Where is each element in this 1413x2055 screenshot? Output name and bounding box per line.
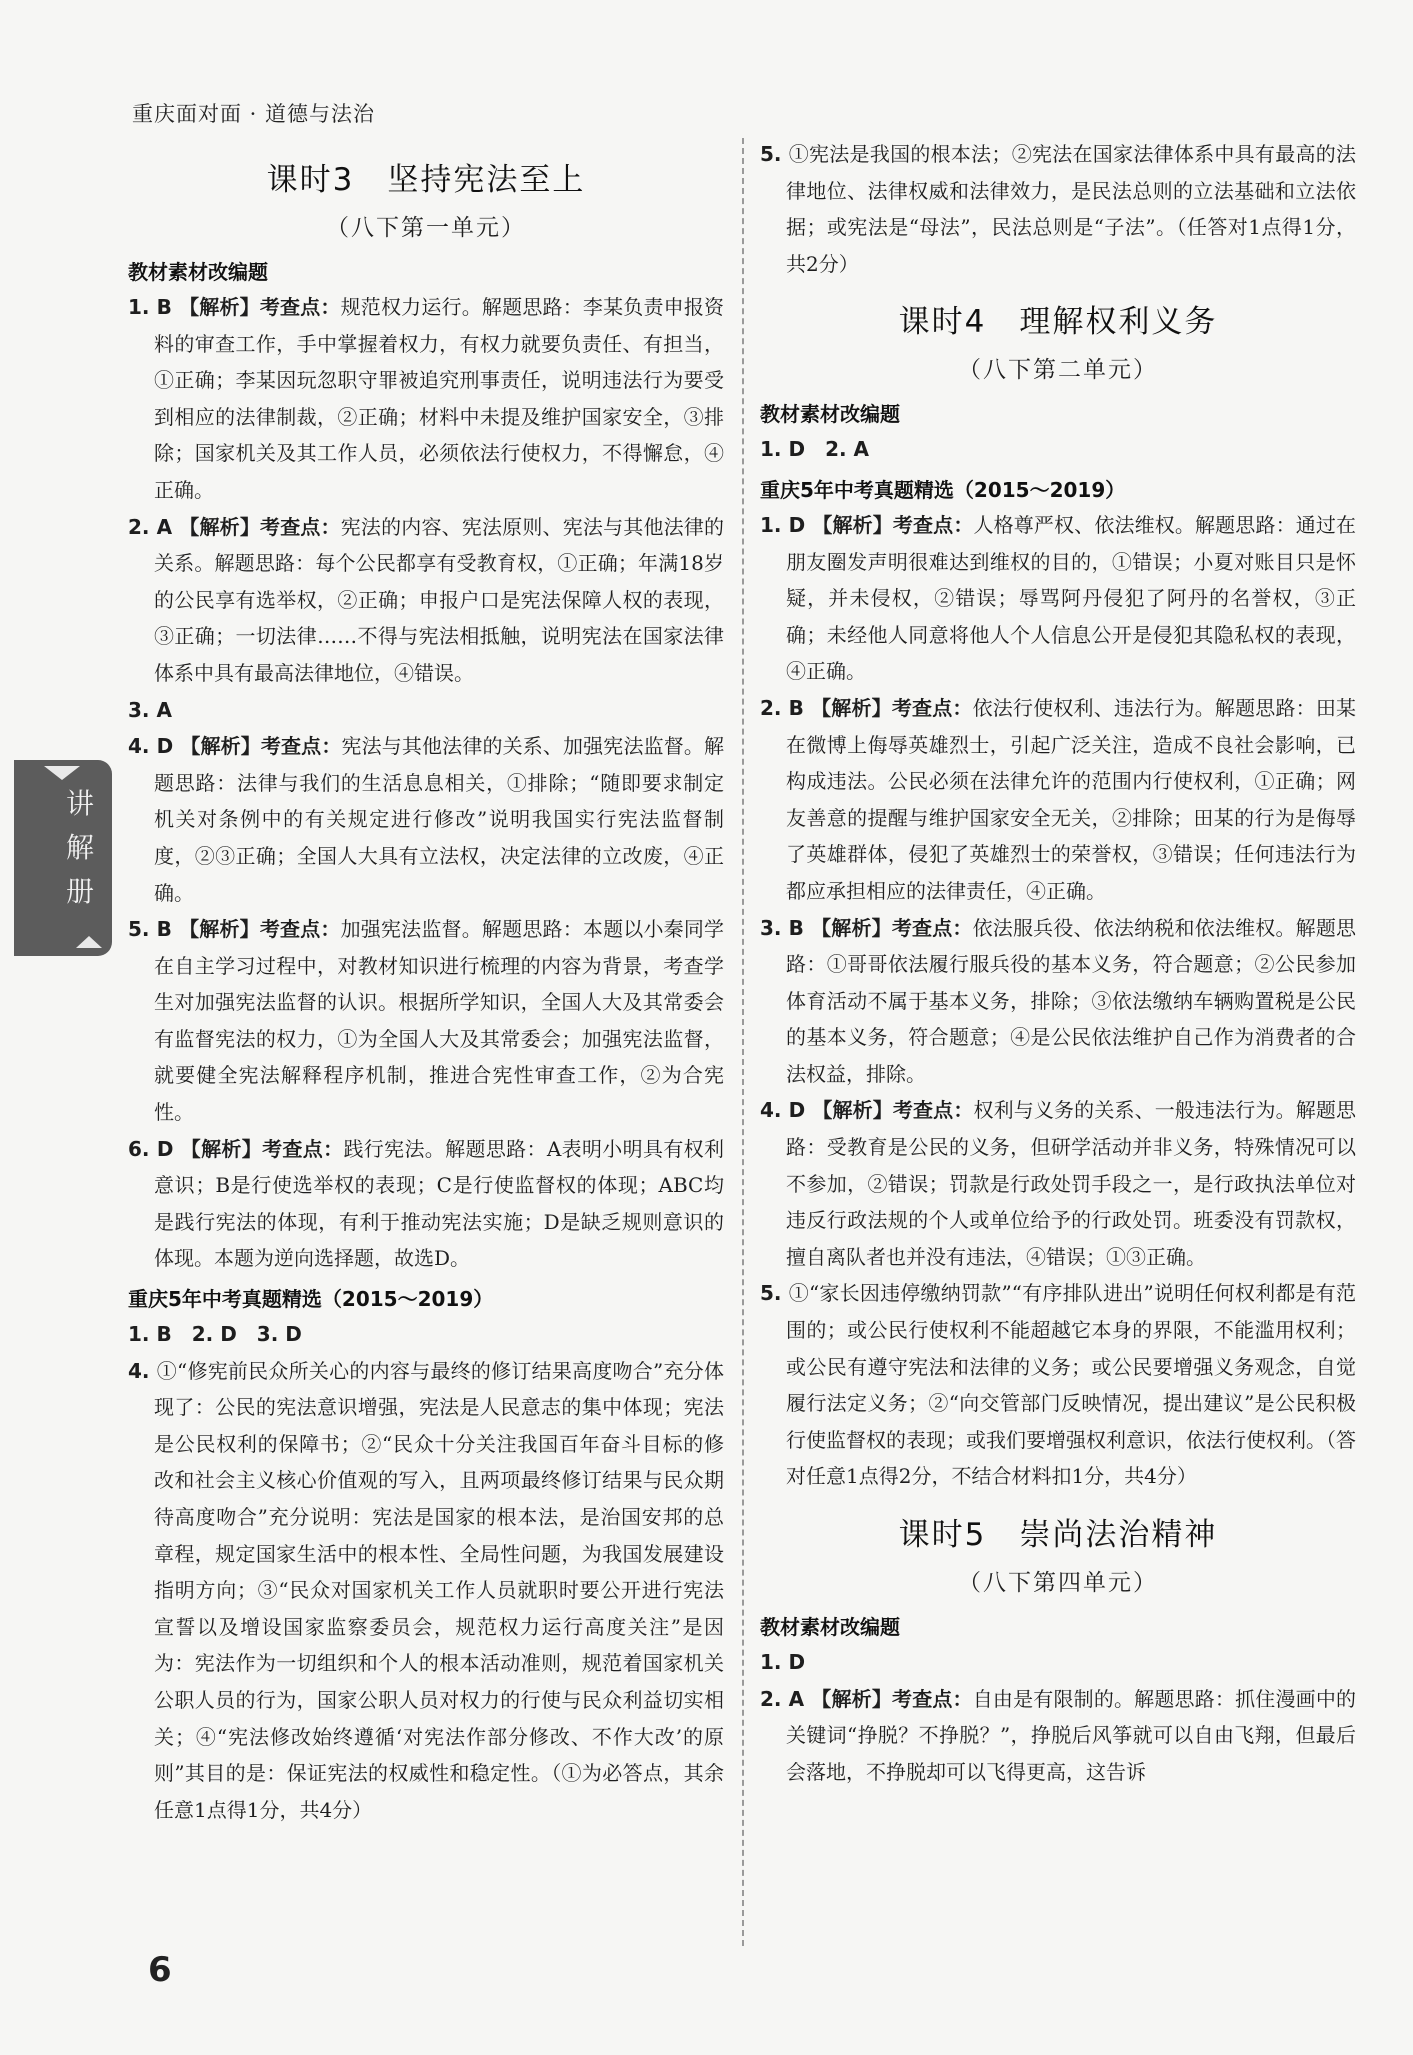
answer-number: 1. D [760, 512, 813, 537]
answer-item [760, 1275, 1356, 1495]
lesson4-title: 课时4 理解权利义务 [898, 304, 1218, 341]
answer-item [128, 911, 724, 1131]
column-divider [742, 138, 744, 1946]
analysis-tag: 【解析】考查点： [180, 734, 342, 759]
answer-text: 权利与义务的关系、一般违法行为。解题思路：受教育是公民的义务，但研学活动并非义务，特殊情况可以不参加，②错误；罚款是行政处罚手段之一，是行政执法单位对违反行政法规的个人或单位给予的行政处罚。班委没有罚款权，擅自离队者也并没有违法，④错误；①③正确。 [786, 1098, 1357, 1269]
analysis-tag: 【解析】考查点： [812, 512, 974, 537]
answer-number: 4. D [128, 734, 181, 759]
section-heading: 教材素材改编题 [760, 402, 900, 427]
answer-text: 践行宪法。解题思路：A表明小明具有权利意识；B是行使选举权的表现；C是行使监督权的体现；ABC均是践行宪法的体现，有利于推动宪法实施；D是缺乏规则意识的体现。本题为逆向选择题，故选D。 [154, 1136, 725, 1271]
arrow-down-icon [44, 766, 80, 780]
answer-number: 3. A [128, 697, 172, 722]
answer-number: 1. D 2. A [760, 437, 870, 462]
analysis-tag: 【解析】考查点： [812, 1098, 974, 1123]
answer-text: 宪法与其他法律的关系、加强宪法监督。解题思路：法律与我们的生活息息相关，①排除；“随即要求制定机关对条例中的有关规定进行修改”说明我国实行宪法监督制度，②③正确；全国人大具有立法权，决定法律的立改废，④正确。 [154, 734, 725, 905]
answer-number: 6. D [128, 1136, 181, 1161]
answer-number: 1. D [760, 1650, 806, 1674]
section-heading: 教材素材改编题 [760, 1615, 900, 1639]
answer-text: ①“修宪前民众所关心的内容与最终的修订结果高度吻合”充分体现了：公民的宪法意识增强，宪法是人民意志的集中体现；宪法是公民权利的保障书；②“民众十分关注我国百年奋斗目标的修改和社会主义核心价值观的写入，且两项最终修订结果与民众期待高度吻合”充分说明：宪法是国家的根本法，是治国安邦的总章程，规定国家生活中的根本性、全局性问题，为我国发展建设指明方向；③“民众对国家机关工作人员就职时要公开进行宪法宣誓以及增设国家监察委员会，规范权力运行高度关注”是因为：宪法作为一切组织和个人的根本活动准则，规范着国家机关公职人员的行为，国家公职人员对权力的行使与民众利益切实相关；④“宪法修改始终遵循‘对宪法作部分修改、不作大改’的原则”其目的是：保证宪法的权威性和稳定性。（①为必答点，其余任意1点得1分，共4分） [154, 1358, 725, 1822]
answer-item [128, 1316, 724, 1353]
answer-number: 5. B [128, 917, 180, 942]
answer-item [760, 507, 1356, 690]
left-column [128, 140, 724, 1828]
answer-number: 2. A [760, 1686, 812, 1711]
answer-item [760, 1092, 1356, 1275]
section-heading: 重庆5年中考真题精选（2015～2019） [128, 1287, 494, 1312]
answer-number: 2. A [128, 514, 180, 539]
section-heading: 教材素材改编题 [128, 260, 268, 284]
answer-number: 5. [760, 142, 789, 166]
answer-number: 3. B [760, 915, 812, 940]
analysis-tag: 【解析】考查点： [811, 1686, 973, 1711]
answer-list [128, 289, 724, 1277]
lesson5-title: 课时5 崇尚法治精神 [898, 1517, 1218, 1553]
analysis-tag: 【解析】考查点： [179, 514, 341, 539]
right-column [760, 136, 1356, 1790]
page-number: 6 [148, 1950, 172, 1990]
answer-list [128, 1316, 724, 1828]
arrow-up-icon [76, 936, 102, 948]
lesson4-unit: （八下第二单元） [958, 357, 1158, 384]
analysis-tag: 【解析】考查点： [179, 917, 341, 942]
section-heading: 重庆5年中考真题精选（2015～2019） [760, 477, 1126, 502]
answer-text: 依法服兵役、依法纳税和依法维权。解题思路：①哥哥依法履行服兵役的基本义务，符合题意；②公民参加体育活动不属于基本义务，排除；③依法缴纳车辆购置税是公民的基本义务，符合题意；④是公民依法维护自己作为消费者的合法权益，排除。 [786, 915, 1357, 1086]
analysis-tag: 【解析】考查点： [811, 915, 973, 940]
answer-item [760, 690, 1356, 910]
answer-number: 4. [128, 1358, 157, 1383]
answer-text: ①宪法是我国的根本法；②宪法在国家法律体系中具有最高的法律地位、法律权威和法律效力，是民法总则的立法基础和立法依据；或宪法是“母法”，民法总则是“子法”。（任答对1点得1分，共2分） [786, 142, 1356, 276]
answer-item [128, 692, 724, 729]
answer-item [760, 910, 1356, 1093]
answer-text: 依法行使权利、违法行为。解题思路：田某在微博上侮辱英雄烈士，引起广泛关注，造成不良社会影响，已构成违法。公民必须在法律允许的范围内行使权利，①正确；网友善意的提醒与维护国家安全无关，②排除；田某的行为是侮辱了英雄群体，侵犯了英雄烈士的荣誉权，③错误；任何违法行为都应承担相应的法律责任，④正确。 [786, 695, 1357, 903]
answer-item [128, 509, 724, 692]
answer-list [760, 1644, 1356, 1790]
analysis-tag: 【解析】考查点： [811, 695, 973, 720]
answer-number: 1. B 2. D 3. D [128, 1322, 302, 1347]
side-tab-label: 讲解册 [65, 787, 94, 908]
answer-text: 加强宪法监督。解题思路：本题以小秦同学在自主学习过程中，对教材知识进行梳理的内容为背景，考查学生对加强宪法监督的认识。根据所学知识，全国人大及其常委会有监督宪法的权力，①为全国人大及其常委会；加强宪法监督，就要健全宪法解释程序机制，推进合宪性审查工作，②为合宪性。 [154, 917, 725, 1125]
analysis-tag: 【解析】考查点： [179, 295, 341, 319]
answer-text: 宪法的内容、宪法原则、宪法与其他法律的关系。解题思路：每个公民都享有受教育权，①正确；年满18岁的公民享有选举权，②正确；申报户口是宪法保障人权的表现，③正确；一切法律……不得与宪法相抵触，说明宪法在国家法律体系中具有最高法律地位，④错误。 [154, 514, 724, 685]
answer-item [128, 728, 724, 911]
lesson3-title: 课时3 坚持宪法至上 [266, 162, 586, 198]
analysis-tag: 【解析】考查点： [180, 1136, 344, 1161]
answer-item [128, 289, 724, 509]
answer-text: 规范权力运行。解题思路：李某负责申报资料的审查工作，手中掌握着权力，有权力就要负责任、有担当，①正确；李某因玩忽职守罪被追究刑事责任，说明违法行为要受到相应的法律制裁，②正确；材料中未提及维护国家安全，③排除；国家机关及其工作人员，必须依法行使权力，不得懈怠，④正确。 [154, 295, 725, 502]
answer-list [760, 507, 1356, 1495]
answer-number: 1. B [128, 295, 180, 319]
answer-text: ①“家长因违停缴纳罚款”“有序排队进出”说明任何权利都是有范围的；或公民行使权利不能超越它本身的界限，不能滥用权利；或公民有遵守宪法和法律的义务；或公民要增强义务观念，自觉履行法定义务；②“向交管部门反映情况，提出建议”是公民积极行使监督权的表现；或我们要增强权利意识，依法行使权利。（答对任意1点得2分，不结合材料扣1分，共4分） [786, 1281, 1356, 1489]
answer-list [760, 136, 1356, 282]
answer-text: 人格尊严权、依法维权。解题思路：通过在朋友圈发声明很难达到维权的目的，①错误；小夏对账目只是怀疑，并未侵权，②错误；辱骂阿丹侵犯了阿丹的名誉权，③正确；未经他人同意将他人个人信息公开是侵犯其隐私权的表现，④正确。 [786, 512, 1357, 684]
answer-item [760, 431, 1356, 468]
answer-number: 2. B [760, 695, 812, 720]
answer-item [128, 1353, 724, 1829]
answer-item [760, 1644, 1356, 1681]
running-header: 重庆面对面 · 道德与法治 [132, 102, 376, 126]
lesson3-unit: （八下第一单元） [326, 215, 526, 241]
answer-list [760, 431, 1356, 468]
answer-item [128, 1131, 724, 1277]
answer-number: 5. [760, 1281, 789, 1306]
answer-item [760, 136, 1356, 282]
answer-item [760, 1681, 1356, 1791]
answer-number: 4. D [760, 1098, 813, 1123]
answer-text: 自由是有限制的。解题思路：抓住漫画中的关键词“挣脱？不挣脱？”，挣脱后风筝就可以自由飞翔，但最后会落地，不挣脱却可以飞得更高，这告诉 [786, 1686, 1356, 1784]
side-tab [14, 760, 112, 956]
lesson5-unit: （八下第四单元） [958, 1570, 1158, 1596]
